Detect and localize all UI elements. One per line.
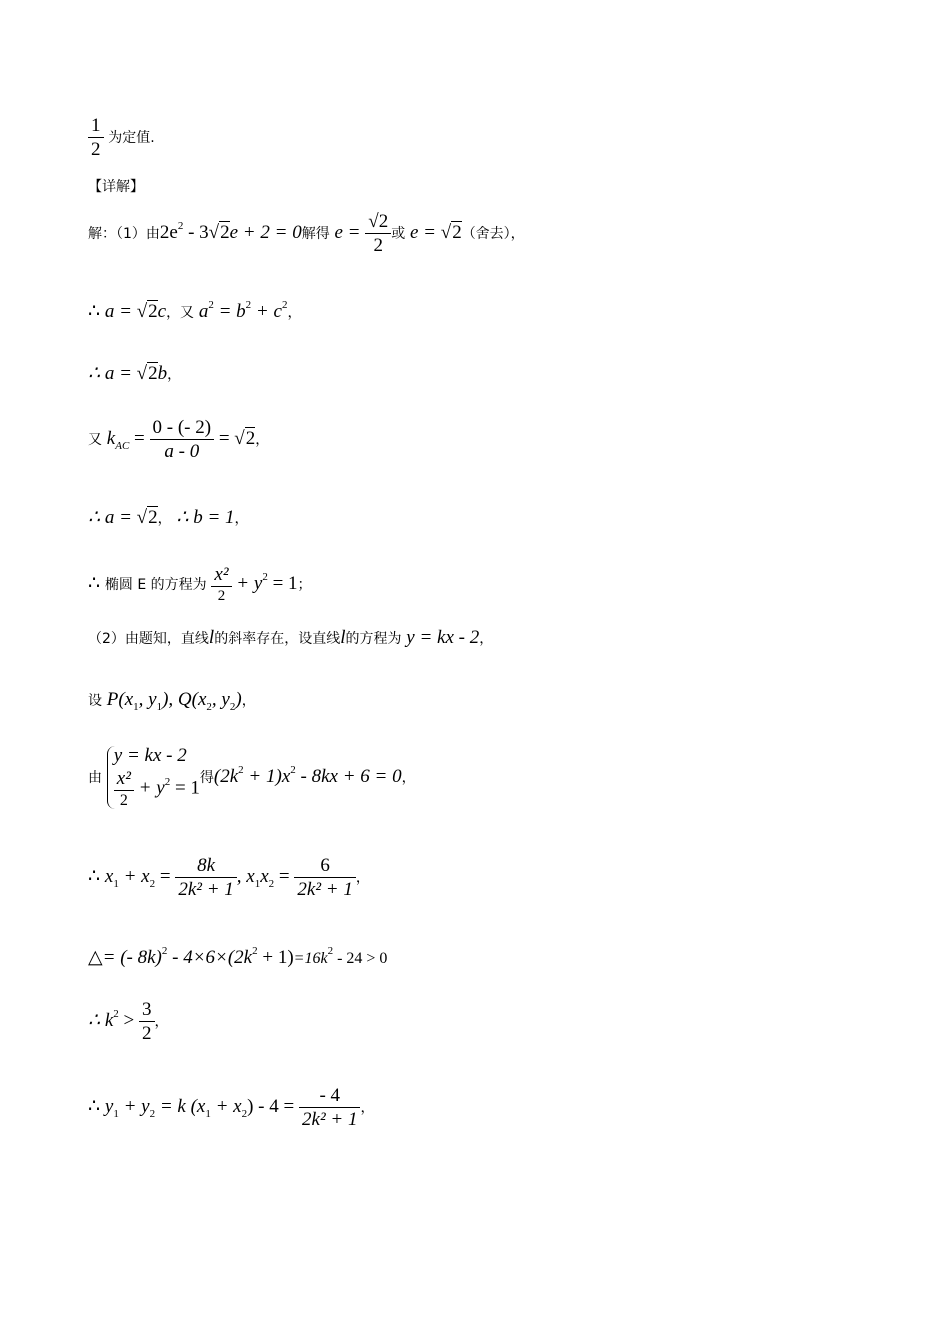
numerator: 3 (139, 1000, 155, 1022)
line-07 (88, 508, 249, 527)
superscript: 2 (164, 775, 171, 788)
fraction (299, 1086, 360, 1129)
numerator: x² (114, 769, 134, 791)
math: ), Q (162, 689, 192, 710)
text: ， (167, 367, 182, 383)
math: a (198, 301, 209, 322)
text: ，又 (166, 305, 195, 321)
math: + x (118, 866, 150, 887)
math: , x (236, 866, 255, 887)
line-13 (88, 945, 388, 968)
line-05 (88, 364, 181, 383)
text: ， (157, 511, 172, 527)
therefore-symbol: ∴ (88, 573, 101, 594)
math: + 1)x (243, 766, 291, 787)
superscript: 2 (177, 220, 184, 232)
denominator: 2 (217, 588, 226, 604)
numerator: √2 (365, 212, 391, 234)
subscript: 2 (268, 878, 275, 890)
math: (x (118, 689, 134, 710)
denominator: 2k² + 1 (297, 879, 353, 900)
fraction (139, 1000, 155, 1043)
text: ， (355, 870, 370, 886)
math: ∴ k (88, 1010, 114, 1031)
line-09 (88, 628, 493, 647)
radicand: 2 (148, 301, 158, 322)
delta-symbol: △ (88, 947, 103, 968)
denominator: a - 0 (164, 441, 200, 462)
math: (x (191, 689, 207, 710)
superscript: 2 (238, 764, 244, 776)
math: = (155, 866, 171, 887)
math: + x (210, 1096, 242, 1117)
therefore-symbol: ∴ (88, 301, 101, 322)
superscript: 2 (161, 945, 168, 957)
equation-system (107, 746, 200, 809)
math: P (106, 689, 119, 710)
math: - 8kx + 6 = 0 (295, 766, 402, 787)
subscript: 1 (254, 878, 261, 890)
numerator: 1 (88, 116, 104, 138)
text: 又 (88, 432, 102, 448)
radicand: 2 (245, 428, 256, 449)
superscript: 2 (113, 1008, 119, 1020)
math: y = kx - 2 (406, 627, 480, 648)
line-04 (88, 299, 302, 322)
subscript: 1 (113, 878, 119, 890)
math: + c (251, 301, 282, 322)
text: ； (297, 577, 312, 593)
numerator: 0 - (- 2) (150, 418, 215, 440)
line-01 (88, 116, 155, 159)
line-15 (88, 1086, 374, 1129)
math: = (274, 866, 290, 887)
math: , y (138, 689, 157, 710)
fraction (175, 856, 236, 899)
math: + y (231, 573, 263, 594)
fraction (150, 418, 215, 461)
math: + y (133, 777, 165, 799)
math: = 1 (170, 777, 200, 799)
math: = k (x (155, 1096, 206, 1117)
text: ， (401, 770, 416, 786)
text: 由 (88, 770, 102, 786)
text: ， (234, 511, 249, 527)
line-03 (88, 212, 525, 255)
math: k (106, 428, 116, 449)
heading-text: 【详解】 (88, 179, 144, 195)
superscript: 2 (245, 299, 252, 311)
text: 的方程为 (345, 631, 402, 647)
text: （2）由题知，直线 (88, 631, 209, 647)
text: 椭圆 E 的方程为 (104, 577, 207, 593)
therefore-symbol: ∴ (88, 866, 101, 887)
denominator: 2k² + 1 (178, 879, 234, 900)
superscript: 2 (208, 299, 214, 311)
math: x (104, 866, 114, 887)
text: 为定值. (108, 130, 155, 146)
radicand: 2 (148, 363, 158, 384)
math: e = √ (410, 222, 452, 243)
fraction (365, 212, 391, 255)
fraction (211, 565, 231, 604)
radicand: 2 (220, 222, 230, 243)
subscript: 1 (205, 1108, 211, 1120)
math: = (- 8k) (102, 947, 162, 968)
math: e + 2 = 0 (229, 222, 302, 243)
math: = √ (214, 428, 245, 449)
numerator: 6 (294, 856, 355, 878)
math: y (104, 1096, 114, 1117)
math: - 4×6×(2k (167, 947, 253, 968)
subscript: 2 (229, 701, 236, 713)
math: = b (213, 301, 246, 322)
text: 或 (391, 226, 406, 242)
text: 的斜率存在，设直线 (214, 631, 341, 647)
math: - 3√ (183, 222, 220, 243)
math: , y (211, 689, 230, 710)
math: (2k (213, 766, 239, 787)
fraction (114, 769, 134, 809)
subscript: 2 (206, 701, 212, 713)
text: ， (287, 305, 302, 321)
line-14 (88, 1000, 169, 1043)
math: = (129, 428, 145, 449)
text: 得 (199, 770, 214, 786)
superscript: 2 (327, 945, 334, 957)
text: （舍去）， (461, 226, 525, 242)
radicand: 2 (148, 507, 158, 528)
math: - 24 > 0 (333, 950, 388, 967)
fraction (88, 116, 104, 159)
line-08 (88, 565, 312, 604)
section-heading (88, 180, 144, 194)
denominator: 2 (91, 139, 101, 160)
math: ∴ b = 1 (176, 507, 235, 528)
subscript: 1 (156, 701, 163, 713)
superscript: 2 (281, 299, 288, 311)
math: > (118, 1010, 135, 1031)
line-11 (88, 746, 416, 809)
superscript: 2 (262, 571, 268, 583)
denominator: 2k² + 1 (302, 1109, 358, 1130)
math: =16k (293, 950, 328, 967)
math: 2e (159, 222, 178, 243)
text: ， (479, 631, 494, 647)
radicand: 2 (452, 222, 462, 243)
numerator: x² (211, 565, 231, 587)
math: = 1 (267, 573, 298, 594)
numerator: - 4 (299, 1086, 360, 1108)
denominator: 2 (142, 1023, 152, 1044)
math: l (340, 627, 346, 648)
superscript: 2 (252, 945, 258, 957)
line-06 (88, 418, 269, 461)
fraction (294, 856, 355, 899)
math: ∴ a = √ (88, 363, 148, 384)
denominator: 2 (119, 792, 128, 809)
math: + y (118, 1096, 150, 1117)
math: ) - 4 = (247, 1096, 295, 1117)
math: ) (235, 689, 242, 710)
numerator: 8k (175, 856, 236, 878)
denominator: 2 (373, 235, 383, 256)
subscript: 1 (113, 1108, 119, 1120)
math: l (208, 627, 215, 648)
text: ， (255, 432, 270, 448)
equation-1: y = kx - 2 (113, 745, 187, 766)
superscript: 2 (290, 764, 296, 776)
math: ∴ a = √ (88, 507, 148, 528)
line-12 (88, 856, 370, 899)
math: b (157, 363, 168, 384)
subscript: 2 (149, 878, 156, 890)
subscript: 2 (149, 1108, 156, 1120)
text: ， (154, 1014, 169, 1030)
subscript: 1 (133, 701, 139, 713)
therefore-symbol: ∴ (88, 1096, 101, 1117)
text: 解：（1）由 (88, 226, 160, 242)
subscript: AC (115, 440, 130, 452)
math: + 1) (257, 947, 294, 968)
equation-2 (114, 769, 200, 809)
text: 设 (88, 693, 102, 709)
line-10 (88, 689, 256, 713)
text: 解得 (301, 226, 330, 242)
text: ， (360, 1100, 375, 1116)
math: c (157, 301, 167, 322)
subscript: 2 (241, 1108, 248, 1120)
math: x (260, 866, 269, 887)
math: a = √ (104, 301, 148, 322)
math: e = (334, 222, 361, 243)
text: ， (241, 693, 256, 709)
